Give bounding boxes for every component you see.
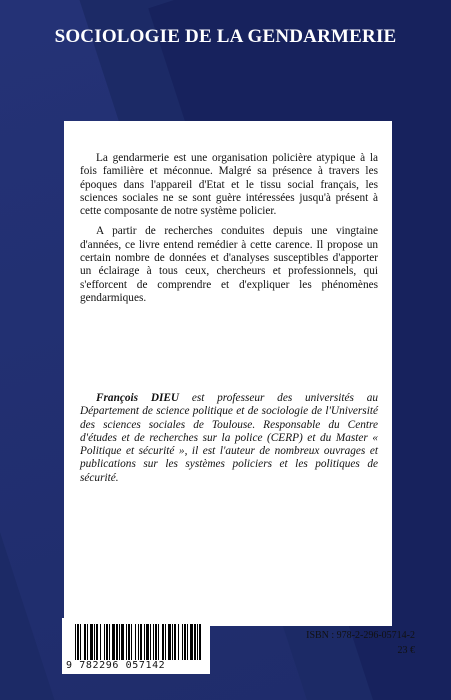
barcode-icon [75,624,201,660]
description-paragraph: La gendarmerie est une organisation policière atypique à la fois familière et méconnue. Malgré sa présence à travers les époques dans l'appareil d'Etat et le tissu social français, les sciences sociales ne se sont guère intéressées jusqu'à présent à cette composante de notre système policier. [80,152,378,218]
isbn: ISBN : 978-2-296-05714-2 [306,630,415,641]
author-bio [80,392,378,485]
book-description [80,152,378,305]
price: 23 € [397,645,415,656]
author-bio-text: est professeur des universités au Département de science politique et de sociologie de l'Université des sciences sociales de Toulouse. Responsable du Centre d'études et de recherches sur la police (CERP) et du Master « Politique et sécurité », il est l'auteur de nombreux ouvrages et publications sur les systèmes policiers et les politiques de sécurité. [80,392,379,484]
book-title: SOCIOLOGIE DE LA GENDARMERIE [54,26,397,47]
description-paragraph: A partir de recherches conduites depuis une vingtaine d'années, ce livre entend remédier à cette carence. Il propose un certain nombre de données et d'analyses susceptibles d'apporter un éclairage à tous ceux, chercheurs et professionnels, qui s'efforcent de comprendre et d'expliquer les phénomènes gendarmiques. [80,225,378,304]
author-name: François DIEU [96,392,180,404]
ean-number: 9 782296 057142 [66,660,166,671]
